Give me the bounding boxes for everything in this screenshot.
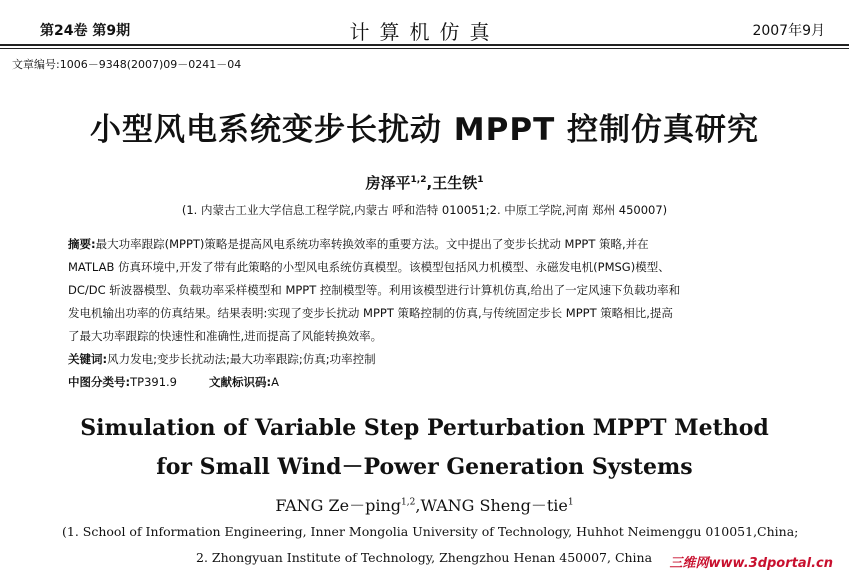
classification-value: TP391.9: [130, 375, 177, 389]
author-2-en: WANG Sheng－tie: [420, 496, 568, 515]
author-2-cn: 王生铁: [432, 174, 478, 192]
abstract-label: 摘要:: [68, 237, 96, 251]
author-1-en: FANG Ze－ping: [275, 496, 402, 515]
title-chinese: 小型风电系统变步长扰动 MPPT 控制仿真研究: [89, 112, 760, 148]
affiliation-chinese: (1. 内蒙古工业大学信息工程学院,内蒙古 呼和浩特 010051;2. 中原工学院,河南 郑州 450007): [181, 203, 668, 217]
classification-line: [68, 374, 279, 390]
keywords-line: [68, 351, 376, 367]
author-1-cn: 房泽平: [365, 174, 411, 192]
journal-header: [0, 0, 849, 46]
volume-issue: 第24卷 第9期: [40, 23, 131, 39]
article-number: 文章编号:1006－9348(2007)09－0241－04: [12, 58, 242, 71]
affiliation-english-line-1: (1. School of Information Engineering, Inner Mongolia University of Technology, Huhhot Neimenggu 010051,China;: [62, 524, 799, 539]
author-sep-en: ,: [415, 496, 421, 515]
affiliation-english-line-2: 2. Zhongyuan Institute of Technology, Zhengzhou Henan 450007, China: [196, 550, 653, 565]
author-2-cn-affil: 1: [477, 175, 484, 185]
keywords-label: 关键词:: [68, 352, 108, 366]
author-1-cn-affil: 1,2: [410, 175, 427, 185]
issue-date: 2007年9月: [752, 23, 825, 39]
abstract-line-5: 了最大功率跟踪的快速性和准确性,进而提高了风能转换效率。: [68, 329, 383, 343]
author-sep-cn: ,: [426, 174, 433, 192]
keywords-value: 风力发电;变步长扰动法;最大功率跟踪;仿真;功率控制: [107, 352, 376, 366]
authors-chinese: [0, 172, 849, 193]
journal-name: 计算机仿真: [349, 20, 500, 44]
abstract-line-4: 发电机输出功率的仿真结果。结果表明:实现了变步长扰动 MPPT 策略控制的仿真,与传统固定步长 MPPT 策略相比,提高: [68, 306, 673, 320]
author-2-en-affil: 1: [567, 497, 574, 508]
authors-english: [0, 493, 849, 516]
doc-code-value: A: [271, 375, 279, 389]
author-1-en-affil: 1,2: [401, 497, 416, 508]
header-rule-thick: [0, 44, 849, 46]
abstract-line-3: DC/DC 斩波器模型、负载功率采样模型和 MPPT 控制模型等。利用该模型进行计算机仿真,给出了一定风速下负载功率和: [68, 283, 681, 297]
doc-code-label: 文献标识码:: [209, 375, 272, 389]
classification-label: 中图分类号:: [68, 375, 131, 389]
abstract-line-2: MATLAB 仿真环境中,开发了带有此策略的小型风电系统仿真模型。该模型包括风力机模型、永磁发电机(PMSG)模型、: [68, 260, 670, 274]
title-english-line-1: Simulation of Variable Step Perturbation MPPT Method: [80, 415, 769, 441]
header-rule-thin: [0, 48, 849, 49]
abstract-text: 最大功率跟踪(MPPT)策略是提高风电系统功率转换效率的重要方法。文中提出了变步长扰动 MPPT 策略,并在: [95, 237, 649, 251]
site-watermark: 三维网www.3dportal.cn: [668, 552, 835, 571]
title-english-line-2: for Small Wind－Power Generation Systems: [156, 454, 693, 480]
abstract-line-1: [68, 236, 649, 252]
